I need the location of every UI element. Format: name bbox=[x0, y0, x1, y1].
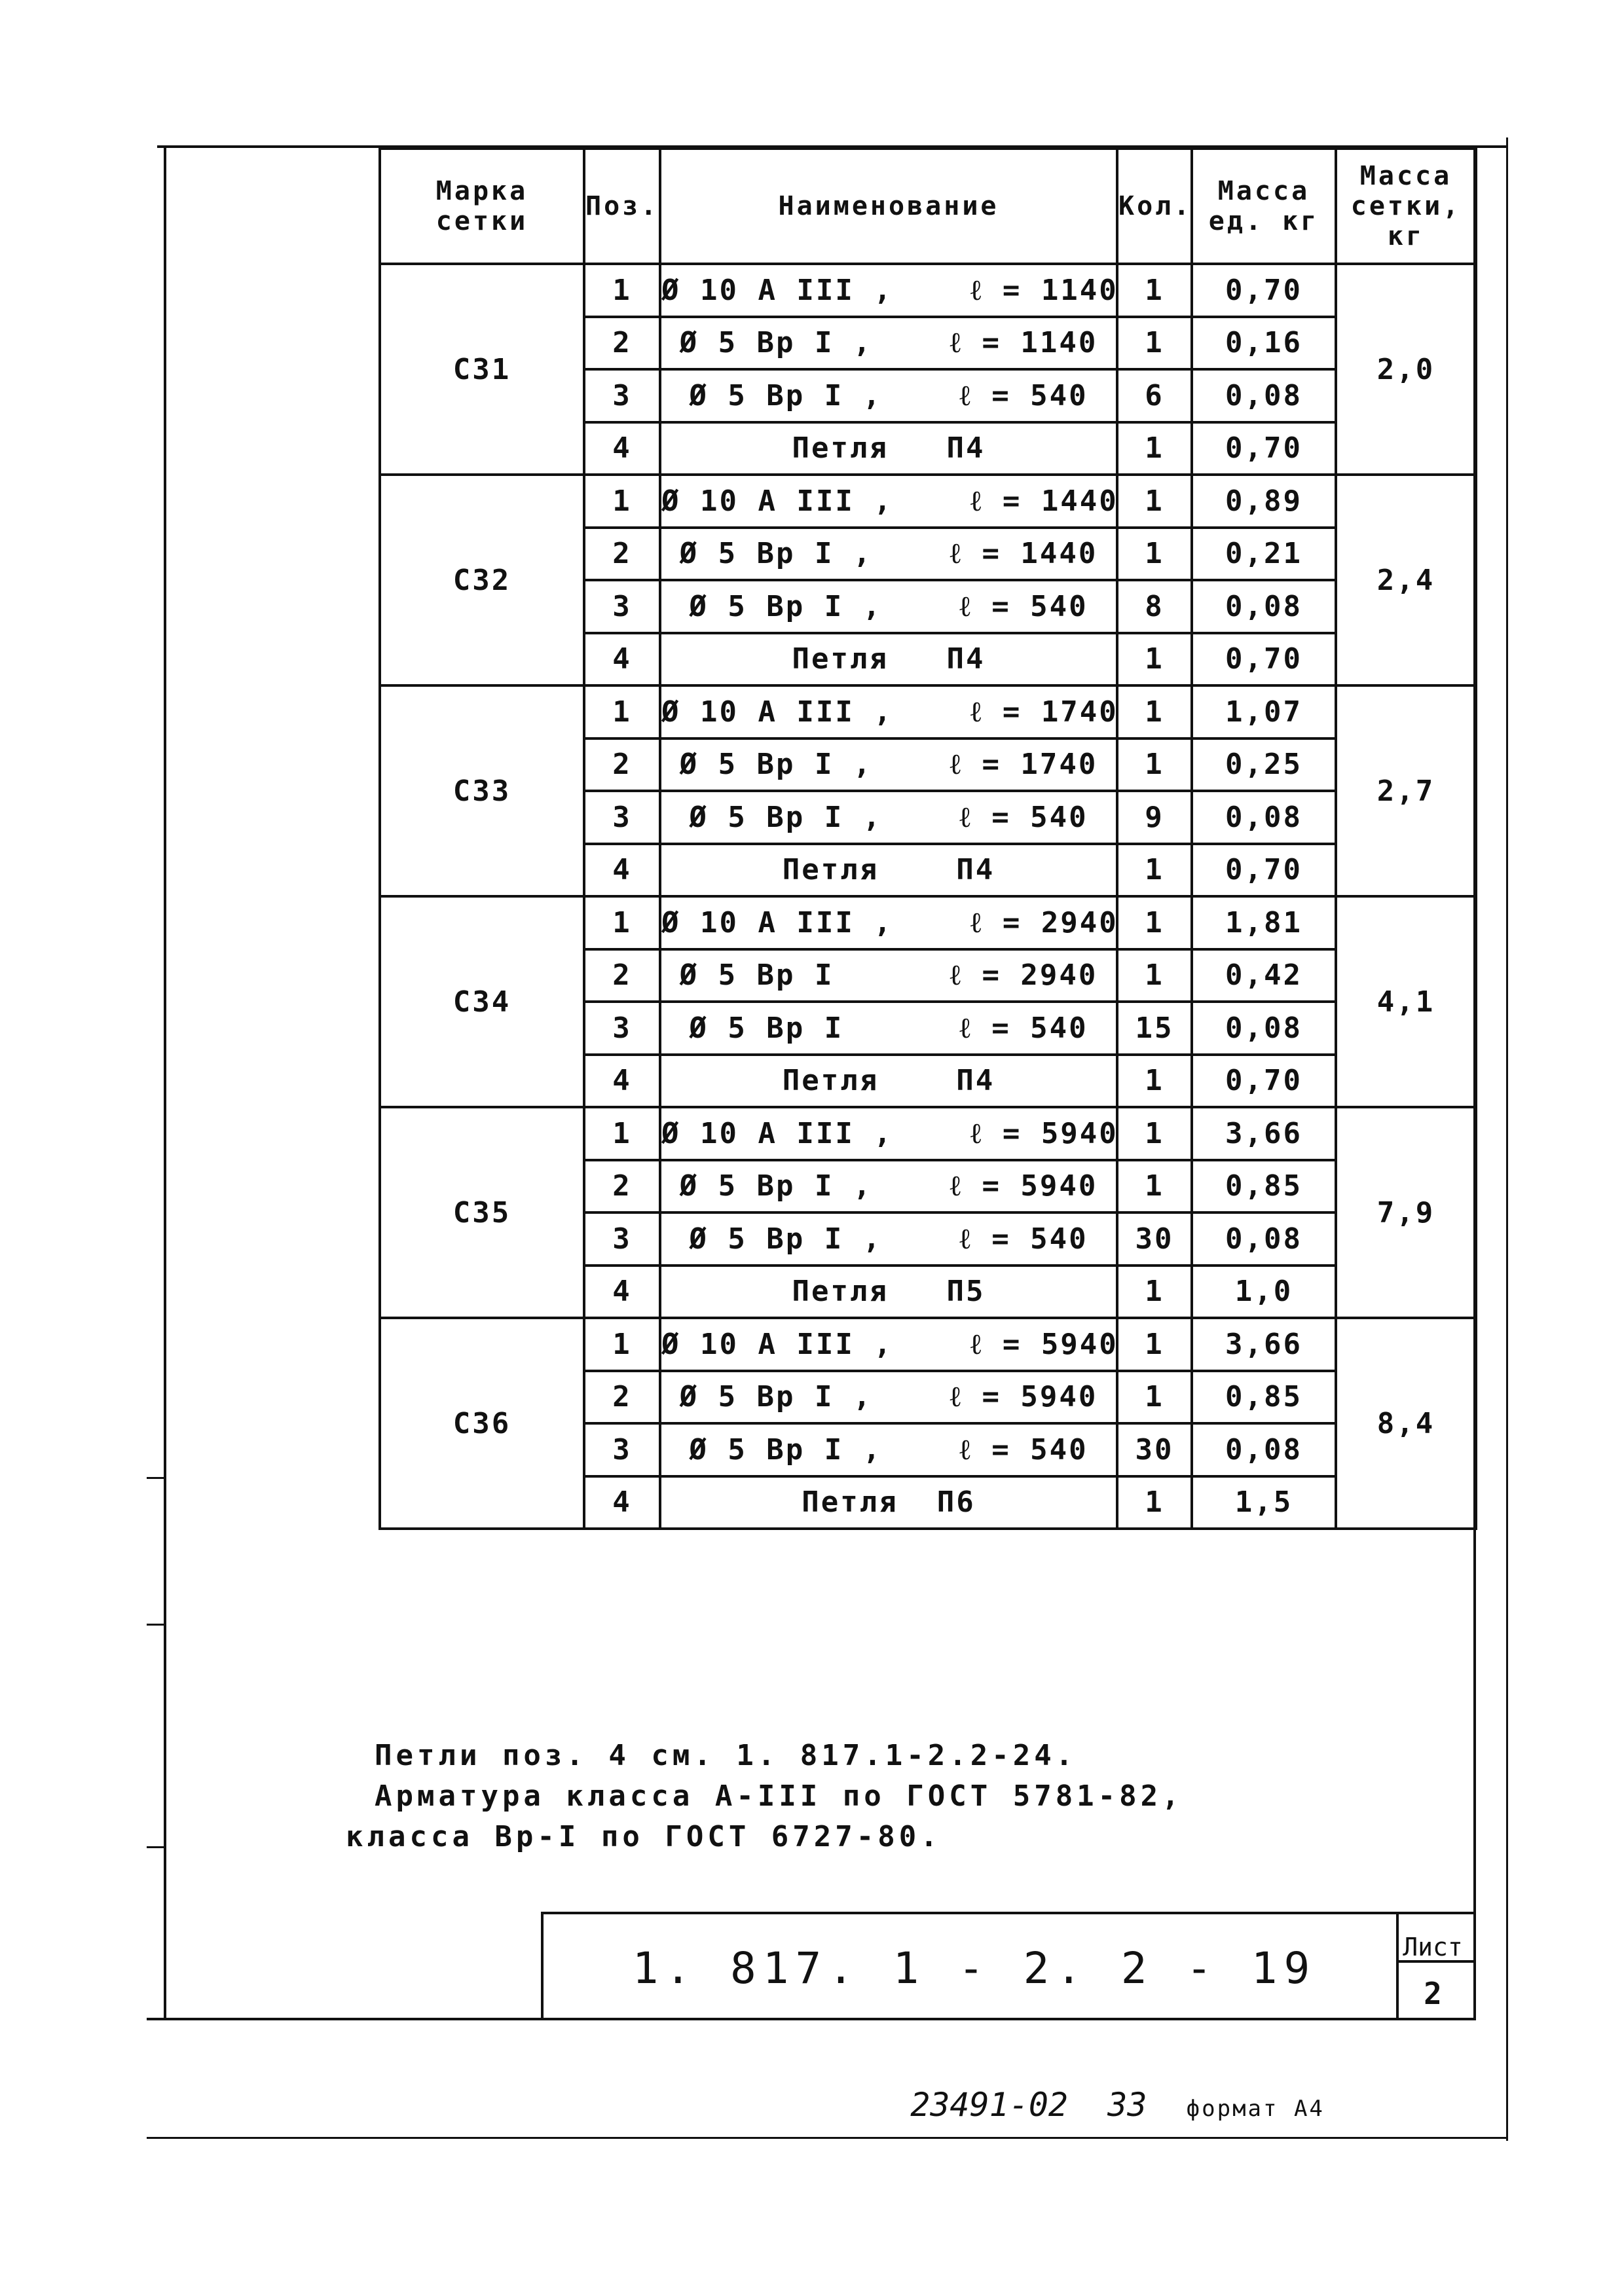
unit-mass-cell: 0,08 bbox=[1192, 580, 1336, 633]
note-line-3: класса Вр-I по ГОСТ 6727-80. bbox=[346, 1820, 942, 1853]
item-name-cell: Ø 5 Вр I , ℓ = 540 bbox=[660, 1212, 1117, 1266]
position-cell: 2 bbox=[584, 1160, 660, 1213]
quantity-cell: 1 bbox=[1117, 1318, 1192, 1371]
mesh-mark-cell: С35 bbox=[380, 1107, 584, 1318]
header-unit-mass: Масса ед. кг bbox=[1192, 149, 1336, 264]
unit-mass-cell: 0,70 bbox=[1192, 422, 1336, 475]
mesh-mass-cell: 2,7 bbox=[1336, 685, 1476, 896]
item-name-cell: Ø 5 Вр I ℓ = 2940 bbox=[660, 949, 1117, 1002]
table-row bbox=[380, 1107, 1476, 1160]
position-cell: 3 bbox=[584, 791, 660, 844]
binding-tick bbox=[147, 1624, 165, 1626]
mesh-mass-cell: 4,1 bbox=[1336, 896, 1476, 1107]
mesh-mark-cell: С34 bbox=[380, 896, 584, 1107]
quantity-cell: 6 bbox=[1117, 369, 1192, 422]
quantity-cell: 1 bbox=[1117, 633, 1192, 686]
position-cell: 4 bbox=[584, 1476, 660, 1529]
specification-table bbox=[378, 147, 1477, 1530]
position-cell: 4 bbox=[584, 1266, 660, 1319]
unit-mass-cell: 0,08 bbox=[1192, 1212, 1336, 1266]
unit-mass-cell: 0,85 bbox=[1192, 1371, 1336, 1424]
unit-mass-cell: 1,5 bbox=[1192, 1476, 1336, 1529]
quantity-cell: 1 bbox=[1117, 1107, 1192, 1160]
table-row bbox=[380, 685, 1476, 738]
format-label: формат А4 bbox=[1186, 2096, 1325, 2122]
quantity-cell: 1 bbox=[1117, 1055, 1192, 1108]
position-cell: 1 bbox=[584, 896, 660, 949]
unit-mass-cell: 0,42 bbox=[1192, 949, 1336, 1002]
frame-bottom-line bbox=[147, 2018, 1476, 2020]
item-name-cell: Петля П6 bbox=[660, 1476, 1117, 1529]
mesh-mark-cell: С32 bbox=[380, 475, 584, 685]
unit-mass-cell: 0,08 bbox=[1192, 369, 1336, 422]
table-header-row bbox=[380, 149, 1476, 264]
quantity-cell: 1 bbox=[1117, 264, 1192, 317]
position-cell: 2 bbox=[584, 317, 660, 370]
position-cell: 1 bbox=[584, 1107, 660, 1160]
item-name-cell: Ø 10 А III , ℓ = 2940 bbox=[660, 896, 1117, 949]
item-name-cell: Ø 5 Вр I , ℓ = 540 bbox=[660, 791, 1117, 844]
item-name-cell: Ø 5 Вр I ℓ = 540 bbox=[660, 1002, 1117, 1055]
stamp-top-line bbox=[541, 1912, 1476, 1914]
frame-left-line bbox=[164, 145, 166, 2019]
quantity-cell: 1 bbox=[1117, 844, 1192, 897]
item-name-cell: Ø 5 Вр I , ℓ = 1440 bbox=[660, 528, 1117, 581]
header-name: Наименование bbox=[660, 149, 1117, 264]
position-cell: 2 bbox=[584, 949, 660, 1002]
quantity-cell: 1 bbox=[1117, 1266, 1192, 1319]
unit-mass-cell: 0,16 bbox=[1192, 317, 1336, 370]
position-cell: 3 bbox=[584, 1212, 660, 1266]
position-cell: 1 bbox=[584, 685, 660, 738]
item-name-cell: Ø 10 А III , ℓ = 5940 bbox=[660, 1318, 1117, 1371]
mesh-mass-cell: 8,4 bbox=[1336, 1318, 1476, 1529]
table-row bbox=[380, 1318, 1476, 1371]
quantity-cell: 9 bbox=[1117, 791, 1192, 844]
unit-mass-cell: 0,08 bbox=[1192, 791, 1336, 844]
item-name-cell: Петля П4 bbox=[660, 844, 1117, 897]
position-cell: 3 bbox=[584, 1002, 660, 1055]
binding-tick bbox=[147, 1846, 165, 1848]
unit-mass-cell: 1,0 bbox=[1192, 1266, 1336, 1319]
unit-mass-cell: 3,66 bbox=[1192, 1318, 1336, 1371]
header-qty: Кол. bbox=[1117, 149, 1192, 264]
sheet-number: 2 bbox=[1424, 1976, 1442, 2011]
quantity-cell: 30 bbox=[1117, 1212, 1192, 1266]
position-cell: 2 bbox=[584, 528, 660, 581]
quantity-cell: 1 bbox=[1117, 949, 1192, 1002]
item-name-cell: Ø 10 А III , ℓ = 5940 bbox=[660, 1107, 1117, 1160]
binding-tick bbox=[147, 1477, 165, 1479]
unit-mass-cell: 3,66 bbox=[1192, 1107, 1336, 1160]
position-cell: 3 bbox=[584, 580, 660, 633]
quantity-cell: 1 bbox=[1117, 685, 1192, 738]
unit-mass-cell: 0,21 bbox=[1192, 528, 1336, 581]
quantity-cell: 1 bbox=[1117, 1371, 1192, 1424]
unit-mass-cell: 0,70 bbox=[1192, 844, 1336, 897]
mesh-mass-cell: 2,4 bbox=[1336, 475, 1476, 685]
unit-mass-cell: 0,08 bbox=[1192, 1423, 1336, 1476]
item-name-cell: Ø 5 Вр I , ℓ = 1140 bbox=[660, 317, 1117, 370]
unit-mass-cell: 0,85 bbox=[1192, 1160, 1336, 1213]
position-cell: 4 bbox=[584, 422, 660, 475]
note-line-1: Петли поз. 4 см. 1. 817.1-2.2-24. bbox=[375, 1739, 1077, 1772]
mesh-mass-cell: 2,0 bbox=[1336, 264, 1476, 475]
position-cell: 1 bbox=[584, 475, 660, 528]
position-cell: 3 bbox=[584, 369, 660, 422]
item-name-cell: Ø 10 А III , ℓ = 1740 bbox=[660, 685, 1117, 738]
item-name-cell: Петля П4 bbox=[660, 422, 1117, 475]
note-line-2: Арматура класса А-III по ГОСТ 5781-82, bbox=[375, 1779, 1183, 1813]
unit-mass-cell: 0,70 bbox=[1192, 264, 1336, 317]
item-name-cell: Петля П4 bbox=[660, 633, 1117, 686]
unit-mass-cell: 0,89 bbox=[1192, 475, 1336, 528]
unit-mass-cell: 1,07 bbox=[1192, 685, 1336, 738]
quantity-cell: 1 bbox=[1117, 1476, 1192, 1529]
footer-inventory bbox=[871, 2048, 1325, 2124]
position-cell: 2 bbox=[584, 1371, 660, 1424]
position-cell: 4 bbox=[584, 633, 660, 686]
sheet-label: Лист bbox=[1403, 1933, 1463, 1961]
item-name-cell: Ø 5 Вр I , ℓ = 540 bbox=[660, 580, 1117, 633]
sheet-edge-right bbox=[1506, 137, 1508, 2141]
mesh-mark-cell: С31 bbox=[380, 264, 584, 475]
position-cell: 4 bbox=[584, 844, 660, 897]
inventory-number: 23491-02 33 bbox=[910, 2086, 1147, 2124]
mesh-mark-cell: С36 bbox=[380, 1318, 584, 1529]
unit-mass-cell: 1,81 bbox=[1192, 896, 1336, 949]
quantity-cell: 1 bbox=[1117, 317, 1192, 370]
quantity-cell: 30 bbox=[1117, 1423, 1192, 1476]
mesh-mass-cell: 7,9 bbox=[1336, 1107, 1476, 1318]
quantity-cell: 1 bbox=[1117, 738, 1192, 792]
header-pos: Поз. bbox=[584, 149, 660, 264]
item-name-cell: Ø 5 Вр I , ℓ = 5940 bbox=[660, 1160, 1117, 1213]
unit-mass-cell: 0,70 bbox=[1192, 1055, 1336, 1108]
quantity-cell: 1 bbox=[1117, 896, 1192, 949]
quantity-cell: 15 bbox=[1117, 1002, 1192, 1055]
item-name-cell: Ø 10 А III , ℓ = 1140 bbox=[660, 264, 1117, 317]
table-row bbox=[380, 475, 1476, 528]
quantity-cell: 1 bbox=[1117, 475, 1192, 528]
position-cell: 1 bbox=[584, 264, 660, 317]
mesh-mark-cell: С33 bbox=[380, 685, 584, 896]
quantity-cell: 8 bbox=[1117, 580, 1192, 633]
quantity-cell: 1 bbox=[1117, 422, 1192, 475]
table-row bbox=[380, 896, 1476, 949]
item-name-cell: Петля П5 bbox=[660, 1266, 1117, 1319]
document-number: 1. 817. 1 - 2. 2 - 19 bbox=[632, 1943, 1317, 1994]
sheet-edge-bottom bbox=[147, 2137, 1507, 2139]
position-cell: 3 bbox=[584, 1423, 660, 1476]
item-name-cell: Ø 5 Вр I , ℓ = 540 bbox=[660, 1423, 1117, 1476]
table-body bbox=[380, 264, 1476, 1529]
unit-mass-cell: 0,25 bbox=[1192, 738, 1336, 792]
header-mark: Марка сетки bbox=[380, 149, 584, 264]
quantity-cell: 1 bbox=[1117, 528, 1192, 581]
position-cell: 2 bbox=[584, 738, 660, 792]
unit-mass-cell: 0,70 bbox=[1192, 633, 1336, 686]
item-name-cell: Ø 5 Вр I , ℓ = 1740 bbox=[660, 738, 1117, 792]
item-name-cell: Петля П4 bbox=[660, 1055, 1117, 1108]
stamp-left-line bbox=[541, 1912, 544, 2019]
table-row bbox=[380, 264, 1476, 317]
position-cell: 1 bbox=[584, 1318, 660, 1371]
unit-mass-cell: 0,08 bbox=[1192, 1002, 1336, 1055]
item-name-cell: Ø 5 Вр I , ℓ = 540 bbox=[660, 369, 1117, 422]
item-name-cell: Ø 10 А III , ℓ = 1440 bbox=[660, 475, 1117, 528]
position-cell: 4 bbox=[584, 1055, 660, 1108]
item-name-cell: Ø 5 Вр I , ℓ = 5940 bbox=[660, 1371, 1117, 1424]
quantity-cell: 1 bbox=[1117, 1160, 1192, 1213]
header-total-mass: Масса сетки, кг bbox=[1336, 149, 1476, 264]
